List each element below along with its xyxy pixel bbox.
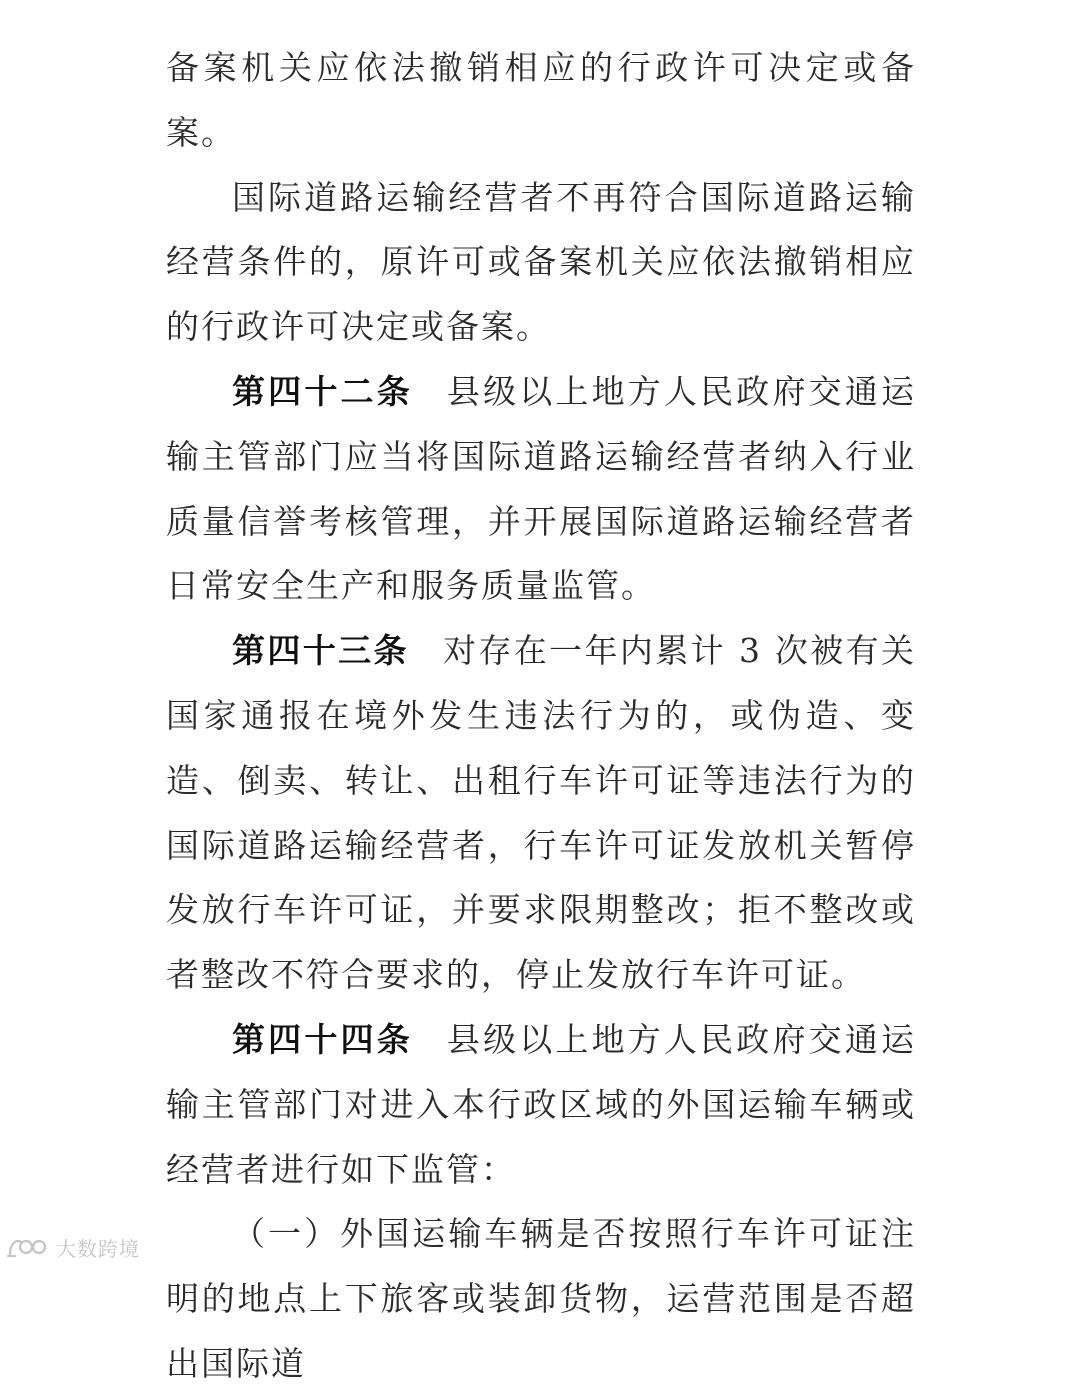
list-item-1 [166, 1202, 916, 1396]
paragraph-continuation [166, 36, 916, 166]
paragraph-text: 国际道路运输经营者不再符合国际道路运输经营条件的，原许可或备案机关应依法撤销相应的行政许可决定或备案。 [166, 177, 916, 347]
article-44 [166, 1008, 916, 1202]
paragraph-text: 备案机关应依法撤销相应的行政许可决定或备案。 [166, 48, 916, 152]
paragraph [166, 166, 916, 360]
article-text: 对存在一年内累计 3 次被有关国家通报在境外发生违法行为的，或伪造、变造、倒卖、转让、出租行车许可证等违法行为的国际道路运输经营者，行车许可证发放机关暂停发放行车许可证，并要求限期整改；拒不整改或者整改不符合要求的，停止发放行车许可证。 [166, 631, 916, 995]
article-text: 县级以上地方人民政府交通运输主管部门对进入本行政区域的外国运输车辆或经营者进行如下监管： [166, 1019, 917, 1189]
document-page [166, 36, 916, 1397]
article-number: 第四十三条 [232, 631, 409, 671]
article-43 [166, 619, 916, 1008]
article-number: 第四十四条 [232, 1019, 413, 1059]
article-number: 第四十二条 [232, 371, 413, 411]
list-item-text: （一）外国运输车辆是否按照行车许可证注明的地点上下旅客或装卸货物，运营范围是否超出国际道 [166, 1214, 916, 1383]
watermark [6, 1232, 140, 1262]
watermark-text: 大数跨境 [56, 1236, 140, 1261]
brand-logo-icon [6, 1234, 50, 1260]
article-42 [166, 360, 916, 619]
article-text: 县级以上地方人民政府交通运输主管部门应当将国际道路运输经营者纳入行业质量信誉考核管理，并开展国际道路运输经营者日常安全生产和服务质量监管。 [166, 371, 917, 606]
